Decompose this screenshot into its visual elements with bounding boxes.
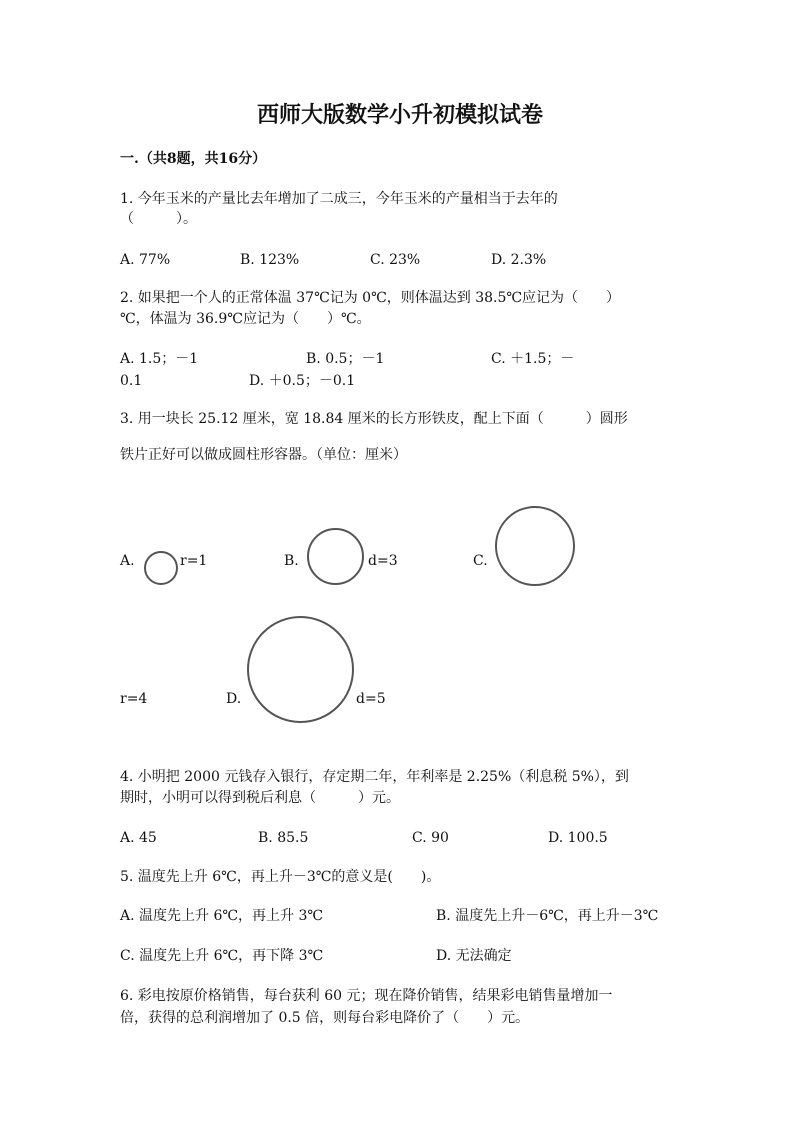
page-title: 西师大版数学小升初模拟试卷 — [256, 102, 543, 128]
question-2-option-c-continued: 0.1 — [120, 373, 143, 389]
question-3-text-line2: 铁片正好可以做成圆柱形容器。（单位：厘米） — [120, 447, 407, 463]
question-3-option-a-value: r=1 — [180, 553, 208, 569]
question-5-option-a: A. 温度先上升 6℃，再上升 3℃ — [120, 908, 324, 924]
question-1-option-a: A. 77% — [120, 252, 171, 268]
question-2-option-c: C. ＋1.5；－ — [491, 351, 575, 367]
question-4-option-d: D. 100.5 — [548, 830, 608, 846]
question-3-option-d-value: d=5 — [356, 691, 386, 707]
question-6-text-line1: 6. 彩电按原价格销售，每台获利 60 元；现在降价销售，结果彩电销售量增加一 — [120, 988, 613, 1004]
question-2-option-d: D. ＋0.5；－0.1 — [249, 373, 356, 389]
question-5-option-d: D. 无法确定 — [436, 948, 512, 964]
circle-b-figure — [307, 528, 364, 585]
question-3-option-a-label: A. — [120, 553, 135, 569]
question-3-option-b-label: B. — [284, 553, 299, 569]
question-3-option-b-value: d=3 — [368, 553, 398, 569]
question-2-option-a: A. 1.5；－1 — [120, 351, 199, 367]
question-2-text-line1: 2. 如果把一个人的正常体温 37℃记为 0℃，则体温达到 38.5℃应记为（ ） — [120, 290, 621, 306]
question-3-option-d-label: D. — [226, 691, 242, 707]
circle-d-figure — [247, 616, 354, 723]
question-1-option-d: D. 2.3% — [491, 252, 547, 268]
question-3-option-c-label: C. — [473, 553, 488, 569]
question-5-option-b: B. 温度先上升－6℃，再上升－3℃ — [436, 908, 659, 924]
question-3-text-line1: 3. 用一块长 25.12 厘米，宽 18.84 厘米的长方形铁皮，配上下面（ ）圆形 — [120, 411, 628, 427]
question-6-text-line2: 倍，获得的总利润增加了 0.5 倍，则每台彩电降价了（ ）元。 — [120, 1010, 530, 1026]
question-2-option-b: B. 0.5；－1 — [306, 351, 385, 367]
question-2-text-line2: ℃，体温为 36.9℃应记为（ ）℃。 — [120, 311, 371, 327]
question-4-text-line2: 期时，小明可以得到税后利息（ ）元。 — [120, 790, 400, 806]
question-4-option-c: C. 90 — [412, 830, 449, 846]
question-4-option-b: B. 85.5 — [258, 830, 309, 846]
question-1-option-c: C. 23% — [370, 252, 421, 268]
circle-a-figure — [144, 551, 178, 585]
question-3-option-c-value: r=4 — [120, 691, 148, 707]
section-heading: 一.（共8题，共16分） — [120, 151, 267, 167]
question-1-option-b: B. 123% — [240, 252, 300, 268]
question-1-text-line2: （ ）。 — [120, 211, 197, 227]
question-4-option-a: A. 45 — [120, 830, 157, 846]
question-5-option-c: C. 温度先上升 6℃，再下降 3℃ — [120, 948, 324, 964]
question-1-text-line1: 1. 今年玉米的产量比去年增加了二成三，今年玉米的产量相当于去年的 — [120, 191, 558, 207]
question-5-text: 5. 温度先上升 6℃，再上升－3℃的意义是( )。 — [120, 869, 441, 885]
circle-c-figure — [495, 506, 575, 586]
question-4-text-line1: 4. 小明把 2000 元钱存入银行，存定期二年，年利率是 2.25%（利息税 5%），到 — [120, 769, 629, 785]
